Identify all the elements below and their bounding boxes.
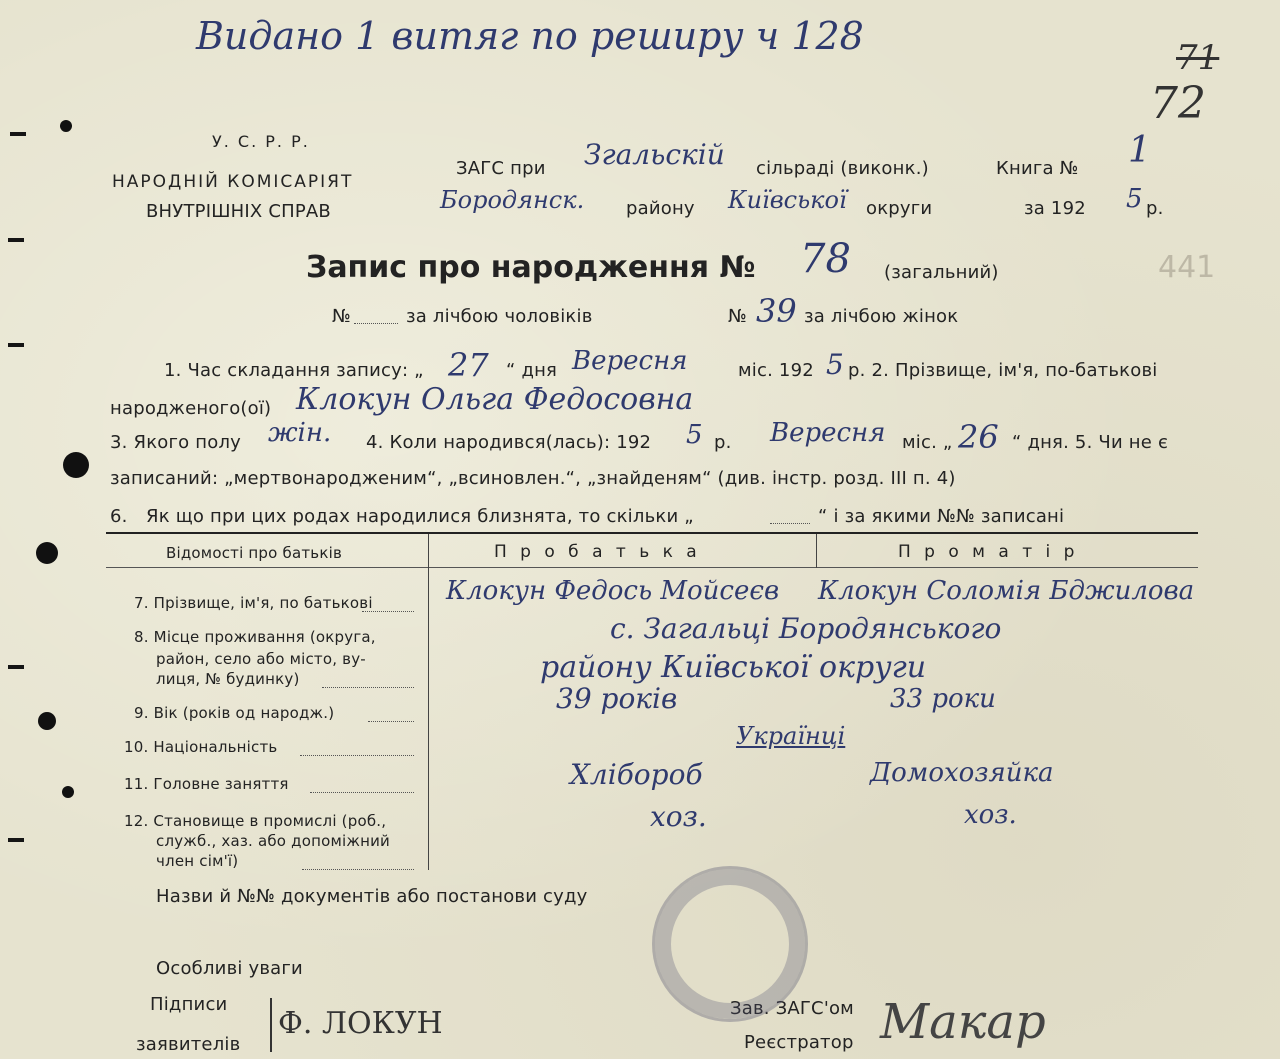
issued-note: Видано 1 витяг по реширу ч 128 (196, 14, 864, 58)
okrug-value: Київської (728, 186, 847, 214)
row-label-age: 9. Вік (років од народж.) (134, 704, 335, 722)
table-header-rule (106, 567, 1198, 568)
edge-mark (10, 132, 26, 136)
mother-name: Клокун Соломія Бджилова (818, 576, 1195, 606)
corner-number-crossed: 71 (1176, 38, 1220, 78)
header-parents: Відомості про батьків (166, 544, 342, 562)
selrada-label: сільраді (виконк.) (756, 158, 929, 179)
year-suffix: р. (1146, 198, 1164, 219)
leader-dots (302, 868, 414, 870)
entry-day-suffix: “ дня (506, 360, 558, 381)
official-seal (652, 866, 808, 1022)
residence-line-2: району Київської округи (540, 650, 927, 685)
registrar-signature: Макар (880, 994, 1046, 1050)
row-label-status: 12. Становище в промислі (роб., (124, 812, 387, 830)
name-question: р. 2. Прізвище, ім'я, по-батькові (848, 360, 1158, 381)
row-label-residence-2: район, село або місто, ву- (156, 650, 366, 668)
birth-month: Вересня (770, 418, 886, 448)
leader-dots (362, 610, 414, 612)
leader-dots (322, 686, 414, 688)
corner-number: 72 (1150, 78, 1206, 129)
leader-dots (300, 754, 414, 756)
year-label: за 192 (1024, 198, 1086, 219)
entry-month: Вересня (572, 346, 688, 376)
punch-hole (38, 712, 56, 730)
residence-line-1: с. Загальці Бородянського (610, 612, 1002, 645)
row-label-residence-3: лиця, № будинку) (156, 670, 300, 688)
punch-hole (36, 542, 58, 564)
birth-day: 26 (958, 418, 999, 456)
entry-year: 5 (826, 348, 844, 381)
punch-hole (62, 786, 74, 798)
women-value: 39 (756, 292, 797, 330)
edge-mark (8, 343, 24, 347)
newborn-name: Клокун Ольга Федосовна (296, 382, 694, 417)
record-number: 78 (800, 236, 851, 282)
record-title: Запис про народження № (306, 250, 756, 285)
applicants-label: заявителів (136, 1034, 241, 1055)
row-label-status-3: член сім'ї) (156, 852, 239, 870)
twins-dots (770, 522, 810, 524)
table-divider (428, 534, 429, 870)
punch-hole (63, 452, 89, 478)
newborn-label: народженого(ої) (110, 398, 272, 419)
row-label-status-2: служб., хаз. або допоміжний (156, 832, 390, 850)
birth-year-suffix: р. (714, 432, 732, 453)
applicant-signature: Ф. ЛОКУН (278, 1006, 443, 1041)
edge-mark (8, 238, 24, 242)
twins-number: 6. (110, 506, 128, 527)
mother-age: 33 роки (890, 684, 996, 714)
header-mother: П р о м а т і р (898, 542, 1079, 562)
men-dots (354, 322, 398, 324)
entry-day: 27 (448, 346, 489, 384)
row-label-nationality: 10. Національність (124, 738, 278, 756)
women-label: за лічбою жінок (804, 306, 959, 327)
header-internal-affairs: ВНУТРІШНІХ СПРАВ (146, 201, 331, 222)
zags-value: Згальскій (584, 138, 725, 171)
table-top-rule (106, 532, 1198, 534)
special-notes-label: Особливі уваги (156, 958, 303, 979)
edge-mark (8, 838, 24, 842)
father-status: хоз. (650, 800, 707, 833)
mother-occupation: Домохозяйка (870, 758, 1054, 788)
row-label-residence: 8. Місце проживання (округа, (134, 628, 376, 646)
corner-number-faded: 441 (1158, 250, 1216, 285)
twins-question: Як що при цих родах народилися близнята, то скільки „ (146, 506, 694, 527)
record-general: (загальний) (884, 262, 999, 283)
entry-year-label: міс. 192 (738, 360, 814, 381)
leader-dots (368, 720, 414, 722)
district-label: району (626, 198, 695, 219)
stillborn-options: записаний: „мертвонародженим“, „всиновлен.“, „знайденям“ (див. інстр. розд. III п. 4) (110, 468, 956, 489)
head-label: Зав. ЗАГС'ом (730, 998, 854, 1019)
okrug-label: округи (866, 198, 933, 219)
father-age: 39 років (556, 682, 678, 715)
book-value: 1 (1128, 130, 1151, 171)
entry-date-label: 1. Час складання запису: „ (164, 360, 424, 381)
birth-year: 5 (686, 420, 703, 450)
father-occupation: Хлібороб (570, 758, 703, 791)
mother-status: хоз. (964, 800, 1017, 830)
header-ussr: У. С. Р. Р. (212, 132, 310, 151)
stillborn-question: “ дня. 5. Чи не є (1012, 432, 1169, 453)
header-commissariat: НАРОДНІЙ КОМІСАРІЯТ (112, 172, 354, 192)
zags-label: ЗАГС при (456, 158, 546, 179)
nationality: Українці (736, 722, 846, 750)
signatures-label: Підписи (150, 994, 228, 1015)
men-prefix: № (332, 306, 351, 327)
twins-question-end: “ і за якими №№ записані (818, 506, 1065, 527)
header-father: П р о б а т ь к а (494, 542, 701, 562)
leader-dots (310, 791, 414, 793)
row-label-occupation: 11. Головне заняття (124, 775, 289, 793)
book-label: Книга № (996, 158, 1079, 179)
documents-label: Назви й №№ документів або постанови суду (156, 886, 588, 907)
women-prefix: № (728, 306, 747, 327)
sex-value: жін. (268, 418, 332, 448)
sex-label: 3. Якого полу (110, 432, 242, 453)
district-value: Бородянск. (440, 186, 585, 214)
year-value: 5 (1126, 184, 1143, 214)
birth-month-label: міс. „ (902, 432, 953, 453)
birth-label: 4. Коли народився(лась): 192 (366, 432, 652, 453)
registrar-label: Реєстратор (744, 1032, 854, 1053)
table-divider (816, 534, 817, 568)
row-label-name: 7. Прізвище, ім'я, по батькові (134, 594, 373, 612)
father-name: Клокун Федось Мойсеєв (446, 576, 780, 606)
signature-bracket (270, 998, 272, 1052)
punch-hole (60, 120, 72, 132)
men-label: за лічбою чоловіків (406, 306, 593, 327)
edge-mark (8, 665, 24, 669)
